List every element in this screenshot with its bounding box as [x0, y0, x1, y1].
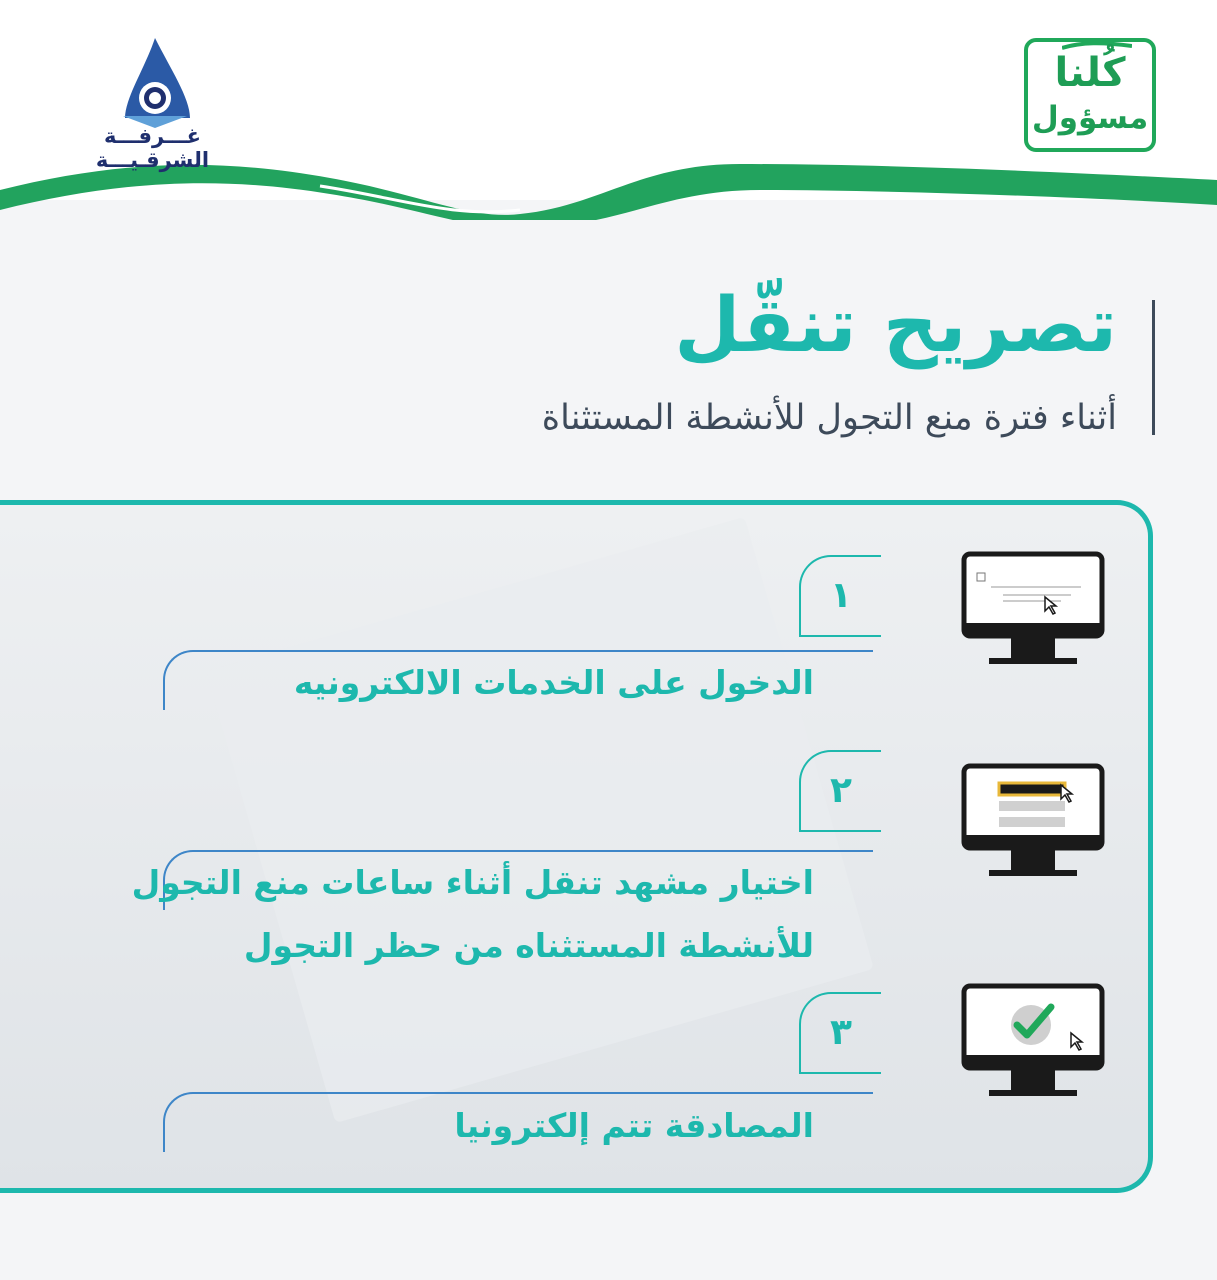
step-1-number: ١	[830, 575, 852, 616]
monitor-login-icon	[961, 551, 1105, 676]
chamber-name: غـــرفـــة الشرقـيـــة	[95, 124, 210, 172]
step-3-number-box	[799, 992, 881, 1074]
campaign-text-line1: كُلنا	[1054, 50, 1126, 96]
step-2-text-line2: للأنشطة المستثناه من حظر التجول	[243, 926, 814, 965]
step-1-number-box	[799, 555, 881, 637]
campaign-logo	[1024, 38, 1156, 152]
step-1-text: الدخول على الخدمات الالكترونيه	[293, 663, 814, 702]
page-title: تصريح تنقّل	[674, 280, 1117, 369]
step-3-text: المصادقة تتم إلكترونيا	[454, 1106, 814, 1145]
step-2-number: ٢	[830, 770, 852, 811]
campaign-text-line2: مسؤول	[1031, 100, 1149, 136]
page-subtitle: أثناء فترة منع التجول للأنشطة المستثناة	[541, 398, 1117, 438]
monitor-select-icon	[961, 763, 1105, 888]
step-2-text-line1: اختيار مشهد تنقل أثناء ساعات منع التجول	[131, 863, 814, 902]
step-3-number: ٣	[830, 1012, 852, 1053]
step-2-number-box	[799, 750, 881, 832]
title-divider	[1152, 300, 1155, 435]
monitor-checkmark-icon	[961, 983, 1105, 1108]
brush-stroke-icon	[1062, 42, 1132, 50]
background-document	[206, 517, 874, 1123]
